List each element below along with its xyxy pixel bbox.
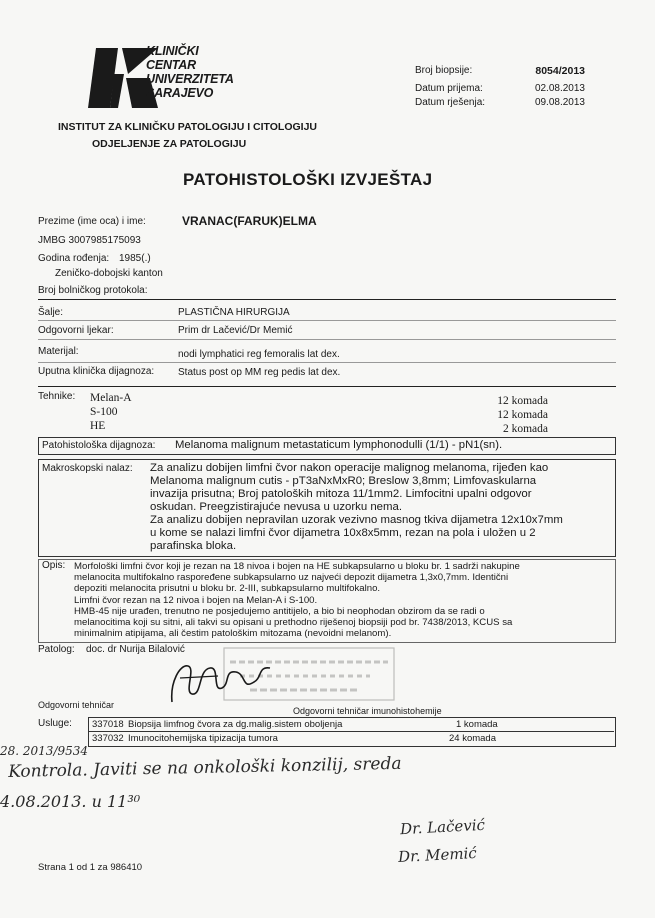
meta-label-resolved: Datum rješenja:	[415, 97, 486, 108]
divider	[38, 299, 616, 300]
birth-year-label: Godina rođenja:	[38, 253, 110, 264]
handwritten-note-line-2: 4.08.2013. u 11³⁰	[0, 792, 141, 811]
opis-line: depoziti melanocita prisutni u bloku br. 2-III, subkapsularno multifokalno.	[74, 583, 381, 595]
meta-label-received: Datum prijema:	[415, 83, 483, 94]
pathologist-label: Patolog:	[38, 644, 75, 655]
macro-line: Melanoma malignum cutis - pT3aNxMxR0; Breslow 3,8mm; Limfovaskularna	[150, 475, 537, 487]
logo-line-3: UNIVERZITETA	[146, 72, 234, 86]
techniques-label: Tehnike:	[38, 391, 76, 402]
doctor-label: Odgovorni ljekar:	[38, 325, 114, 336]
opis-line: melanocitima koji su sitni, ali takvi su opisani u prethodno riješenoj biopsiji pod br. 7438/2013, KCUS sa	[74, 617, 513, 629]
opis-line: melanocita multifokalno raspoređene subkapsularno uz najveći depozit dijametra 1,3x0,7mm. Identični	[74, 572, 509, 584]
service-qty: 24 komada	[449, 733, 497, 744]
clinical-dx-value: Status post op MM reg pedis lat dex.	[178, 367, 341, 378]
technique-count: 12 komada	[497, 409, 548, 421]
macro-label: Makroskopski nalaz:	[42, 463, 133, 474]
report-title: PATOHISTOLOŠKI IZVJEŠTAJ	[183, 170, 433, 189]
hospital-logo	[88, 42, 258, 112]
divider	[38, 362, 616, 363]
handwritten-note-line-1: Kontrola. Javiti se na onkološki konzilij, sreda	[8, 753, 402, 782]
services-label: Usluge:	[38, 718, 72, 729]
material-value: nodi lymphatici reg femoralis lat dex.	[178, 349, 340, 360]
meta-label-biopsy: Broj biopsije:	[415, 65, 473, 76]
patient-jmbg: JMBG 3007985175093	[38, 235, 141, 246]
pathologist-signature	[158, 652, 288, 712]
technique-count: 2 komada	[502, 423, 548, 435]
meta-block	[415, 65, 585, 111]
logo-line-4: SARAJEVO	[146, 86, 214, 100]
handwritten-signature-2: Dr. Memić	[397, 843, 478, 867]
sender-label: Šalje:	[38, 307, 64, 318]
macro-line: invazija prisutna; Broj patoloških mitoza 11/1mm2. Limfocitni upalni odgovor	[150, 488, 532, 500]
patient-name: VRANAC(FARUK)ELMA	[182, 214, 317, 228]
technique-name: HE	[90, 420, 106, 432]
opis-line: Morfološki limfni čvor koji je rezan na 18 nivoa i bojen na HE subkapsularno u bloku br. 1 sadrži nakupine	[74, 561, 520, 572]
opis-line: Limfni čvor rezan na 12 nivoa i bojen na Melan-A i S-100.	[74, 594, 318, 606]
service-code: 337018	[92, 719, 124, 730]
macro-line: Za analizu dobijen nepravilan uzorak vezivno masnog tkiva dijametra 12x10x7mm	[150, 514, 563, 526]
service-qty: 1 komada	[456, 719, 498, 730]
patient-name-label: Prezime (ime oca) i ime:	[38, 216, 146, 227]
technique-count: 12 komada	[497, 395, 548, 407]
macro-line: oskudan. Preegzistirajuće nevusa u uzorku nema.	[150, 501, 403, 513]
opis-label: Opis:	[42, 560, 66, 571]
doctor-value: Prim dr Lačević/Dr Memić	[178, 325, 293, 336]
macro-line: parafinska bloka.	[150, 540, 237, 552]
immuno-technician-label: Odgovorni tehničar imunohistohemije	[293, 706, 442, 716]
technician-label: Odgovorni tehničar	[38, 700, 115, 710]
divider	[38, 320, 616, 321]
divider	[38, 339, 616, 340]
diagnosis-value: Melanoma malignum metastaticum lymphonodulli (1/1) - pN1(sn).	[175, 439, 503, 451]
clinical-dx-label: Uputna klinička dijagnoza:	[38, 366, 155, 377]
material-label: Materijal:	[38, 346, 79, 357]
service-code: 337032	[92, 733, 124, 744]
logo-line-2: CENTAR	[146, 58, 196, 72]
meta-value-biopsy: 8054/2013	[535, 65, 585, 77]
canton: Zeničko-dobojski kanton	[55, 268, 163, 279]
opis-line: minimalnim atipijama, ali čestim patološkim mitozama (nevoidni melanom).	[74, 628, 392, 640]
logo-line-1: KLINIČKI	[146, 44, 199, 58]
protocol-label: Broj bolničkog protokola:	[38, 285, 148, 296]
handwritten-signature-1: Dr. Lačević	[399, 815, 486, 839]
meta-value-resolved: 09.08.2013	[534, 97, 585, 108]
sender-value: PLASTIČNA HIRURGIJA	[178, 307, 290, 318]
page-footer: Strana 1 od 1 za 986410	[38, 862, 143, 873]
opis-text	[74, 561, 614, 639]
service-desc: Imunocitohemijska tipizacija tumora	[128, 733, 278, 744]
technique-name: S-100	[90, 406, 118, 418]
meta-value-received: 02.08.2013	[534, 83, 585, 94]
macro-line: u kome se nalazi limfni čvor dijametra 10x8x5mm, rezan na pola i uložen u 2	[150, 527, 536, 539]
divider	[38, 386, 616, 387]
handwritten-reference: 28. 2013/9534	[0, 744, 89, 758]
macro-text	[150, 462, 612, 553]
institute-name: INSTITUT ZA KLINIČKU PATOLOGIJU I CITOLOGIJU	[58, 121, 318, 133]
technique-name: Melan-A	[90, 392, 132, 404]
services-row-divider	[88, 731, 614, 732]
macro-line: Za analizu dobijen limfni čvor nakon operacije malignog melanoma, rijeđen kao	[150, 462, 549, 474]
birth-year: 1985(.)	[119, 253, 151, 264]
department-name: ODJELJENJE ZA PATOLOGIJU	[92, 138, 247, 150]
pathologist-name: doc. dr Nurija Bilalović	[86, 644, 185, 655]
service-desc: Biopsija limfnog čvora za dg.malig.sistem oboljenja	[128, 719, 343, 730]
opis-line: HMB-45 nije urađen, trenutno ne posjedujemo antitijelo, a bio bi neophodan obzirom da se radi o	[74, 605, 485, 617]
diagnosis-label: Patohistološka dijagnoza:	[42, 440, 156, 451]
